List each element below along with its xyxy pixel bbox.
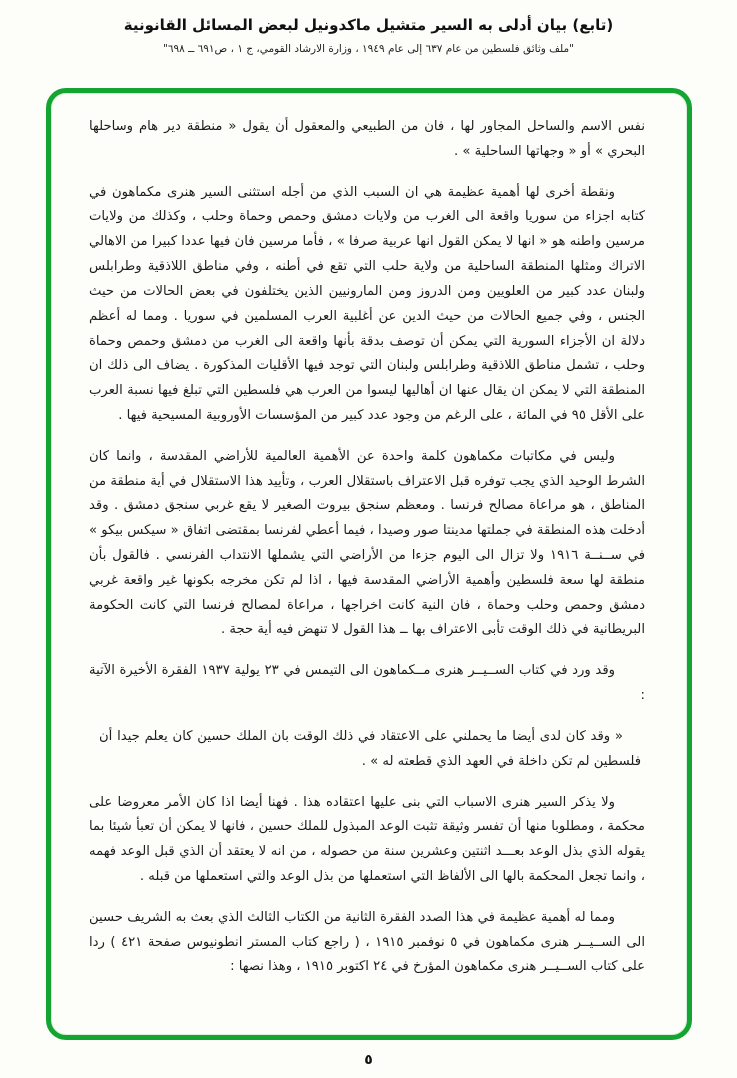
quoted-paragraph: « وقد كان لدى أيضا ما يحملني على الاعتقاد في ذلك الوقت بان الملك حسين كان يعلم جيدا أن فلسطين لم تكن داخلة في العهد الذي قطعته له » . xyxy=(99,728,641,769)
document-body xyxy=(89,115,645,980)
page-number: ٥ xyxy=(364,1052,373,1068)
document-citation: "ملف وثائق فلسطين من عام ٦٣٧ إلى عام ١٩٤٩ ، وزارة الارشاد القومي، ج ١ ، ص٦٩١ ــ ٦٩٨" xyxy=(163,42,574,55)
paragraph: وقد ورد في كتاب الســيــر هنرى مــكماهون الى التيمس في ٢٣ يولية ١٩٣٧ الفقرة الأخيرة الآتية : xyxy=(89,663,645,704)
paragraph: وليس في مكاتبات مكماهون كلمة واحدة عن الأهمية العالمية للأراضي المقدسة ، وانما كان الشرط الوحيد الذي يجب توفره قبل الاعتراف باستقلال العرب ، وتأييد هذا الاستقلال في أية منطقة من المناطق ، هو مراعاة مصالح فرنسا . ومعظم سنجق بيروت الصغير لا يقع غربي سنجق دمشق . وقد أدخلت هذه المنطقة في جملتها مدينتا صور وصيدا ، فيما أعطي لفرنسا بمقتضى اتفاق « سيكس بيكو » في ســنــة ١٩١٦ ولا تزال الى اليوم جزءا من الأراضي التي يشملها الانتداب الفرنسي . فالقول بأن منطقة لها سعة فلسطين وأهمية الأراضي المقدسة فيها ، اذا لم تكن مخرجه بكونها غير واقعة غربي دمشق وحمص وحلب وحماة ، فان النية كانت اخراجها ، مراعاة لمصالح فرنسا التي كانت الحكومة البريطانية في ذلك الوقت تأبى الاعتراف بها ــ هذا القول لا تنهض فيه أية حجة . xyxy=(89,448,645,638)
paragraph: ومما له أهمية عظيمة في هذا الصدد الفقرة الثانية من الكتاب الثالث الذي بعث به الشريف حسين الى الســيــر هنرى مكماهون في ٥ نوفمبر ١٩١٥ ، ( راجع كتاب المستر انطونيوس صفحة ٤٢١ ) ردا على كتاب الســيــر هنرى مكماهون المؤرخ في ٢٤ اكتوبر ١٩١٥ ، وهذا نصها : xyxy=(89,909,645,975)
paragraph: ولا يذكر السير هنرى الاسباب التي بنى عليها اعتقاده هذا . فهنا أيضا اذا كان الأمر معروضا على محكمة ، ومطلوبا منها أن تفسر وثيقة تثبت الوعد المبذول للملك حسين ، فانها لا يمكن أن تعبأ شيئا بما يقوله الذي بذل الوعد بعـــد اثنتين وعشرين سنة من حصوله ، من انه لا يعتقد أن الذي قبل الوعد فهمه ، وانما تجعل المحكمة بالها الى الألفاظ التي استعملها من بذل الوعد والتي استعملها من قبله . xyxy=(89,794,645,884)
document-title: (تابع) بيان أدلى به السير متشيل ماكدونيل لبعض المسائل القانونية xyxy=(123,16,614,34)
document-header xyxy=(0,0,737,55)
paragraph-continuation: نفس الاسم والساحل المجاور لها ، فان من الطبيعي والمعقول أن يقول « منطقة دير هام وساحلها البحري » أو « وجهاتها الساحلية » . xyxy=(89,119,645,159)
green-border-frame xyxy=(46,88,692,1040)
paragraph: ونقطة أخرى لها أهمية عظيمة هي ان السبب الذي من أجله استثنى السير هنرى مكماهون في كتابه اجزاء من سوريا واقعة الى الغرب من ولايات دمشق وحمص وحماة وحلب ، وكذلك من ولايات مرسين واطنه هو « انها لا يمكن القول انها عربية صرفا » ، فأما مرسين فان فيها عددا كبيرا من الاهالي الاتراك ومثلها المنطقة الساحلية من ولاية حلب التي تقع في أطنه ، وفي مناطق اللاذقية وطرابلس ولبنان عدد كبير من العلويين ومن الدروز ومن المارونيين الذين يختلفون في بعض الحالات من حيث الجنس ، وفي جميع الحالات من حيث الدين عن أغلبية العرب المسلمين في سوريا . ومما له أعظم دلالة ان الأجزاء السورية التي يمكن أن توصف بدقة بأنها واقعة الى الغرب من دمشق وحمص وحماة وحلب ، تشمل مناطق اللاذقية وطرابلس ولبنان التي توجد فيها الأقليات المذكورة . يضاف الى ذلك ان المنطقة التي لا يمكن ان يقال عنها ان أهاليها ليسوا من العرب هي فلسطين التي تبلغ فيها نسبة العرب على الأقل ٩٥ في المائة ، على الرغم من وجود عدد كبير من المؤسسات الأوروبية المسيحية فيها . xyxy=(89,184,645,423)
